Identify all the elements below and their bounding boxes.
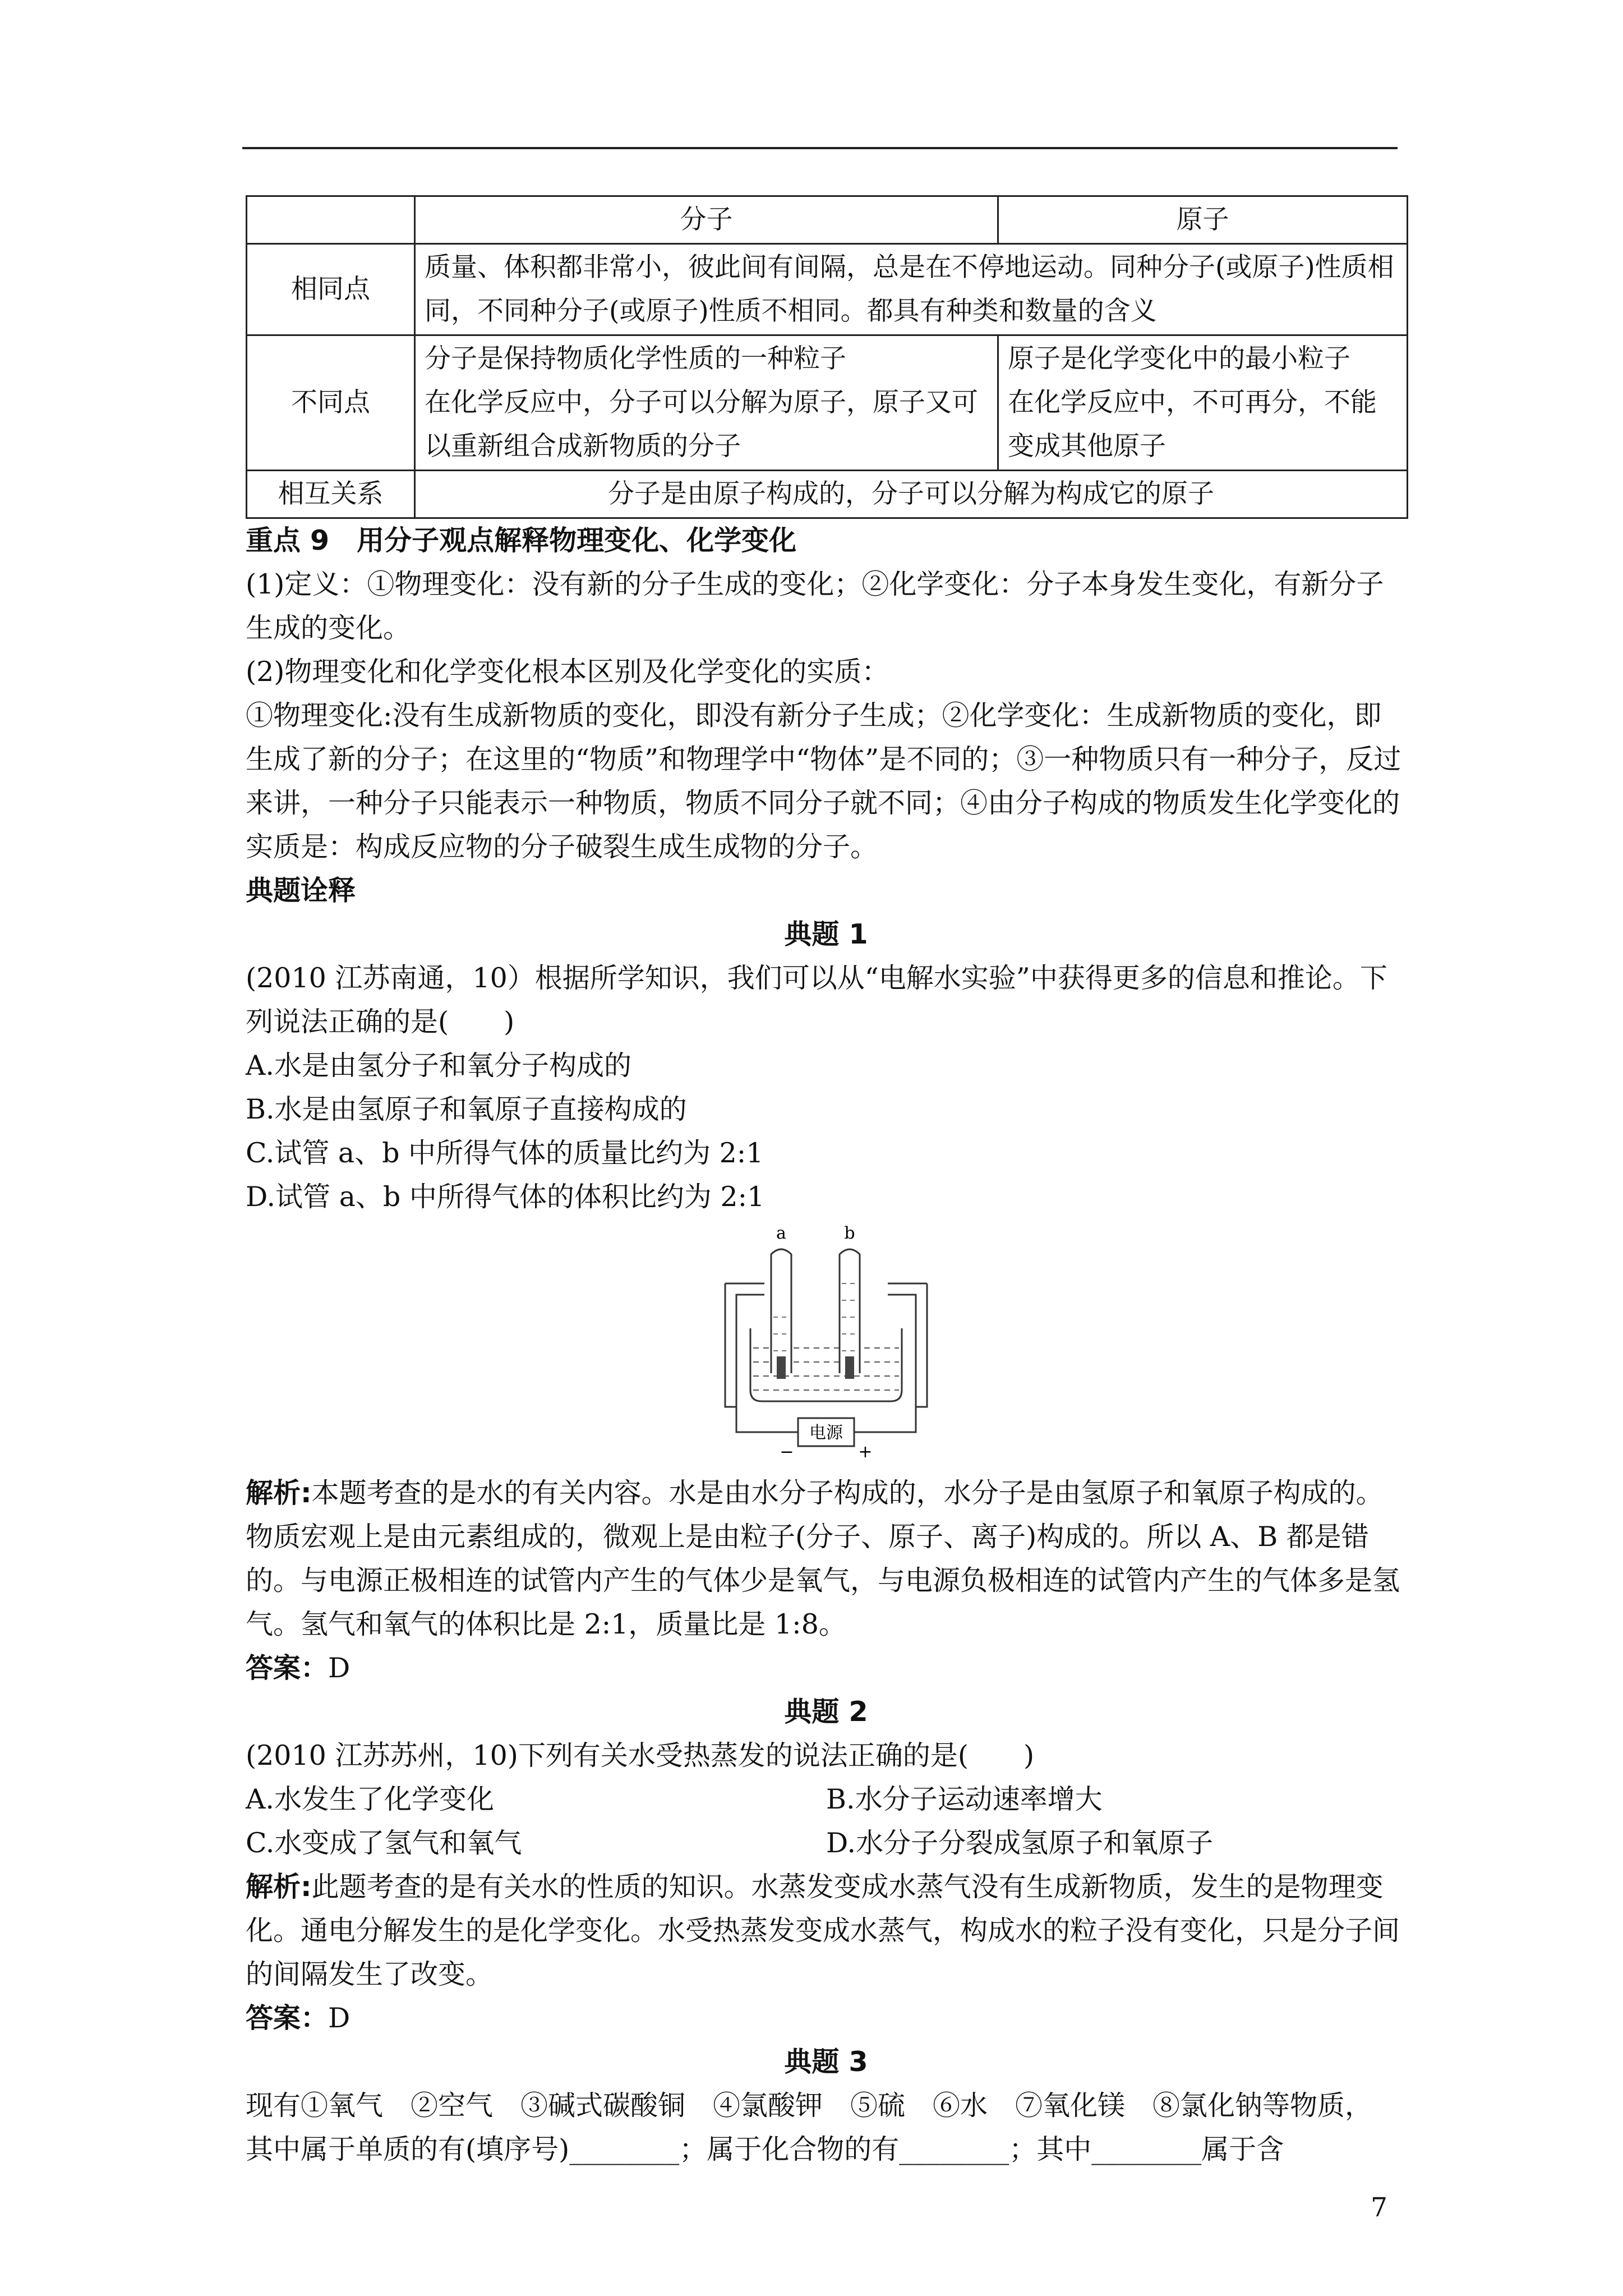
- answer-label: 答案：: [246, 2002, 329, 2034]
- table-row-diff: [247, 335, 1408, 471]
- question-1-option-a: A.水是由氢分子和氧分子构成的: [246, 1050, 631, 1082]
- question-2-option-d: D.水分子分裂成氢原子和氧原子: [826, 1827, 1214, 1859]
- question-2-stem: (2010 江苏苏州，10)下列有关水受热蒸发的说法正确的是( ): [246, 1740, 1035, 1772]
- question-2-analysis: [246, 1865, 1407, 1996]
- section-title: 重点 9 用分子观点解释物理变化、化学变化: [246, 524, 797, 556]
- diff-atom-line-1: 原子是化学变化中的最小粒子: [1008, 343, 1350, 374]
- comparison-table: [246, 195, 1408, 519]
- answer-value: D: [328, 2002, 351, 2034]
- row-label-relation: 相互关系: [247, 471, 415, 518]
- section-paragraph-3: ①物理变化:没有生成新物质的变化，即没有新分子生成；②化学变化：生成新物质的变化，即生成了新的分子；在这里的“物质”和物理学中“物体”是不同的；③一种物质只有一种分子，反过来讲，一种分子只能表示一种物质，物质不同分子就不同；④由分子构成的物质发生化学变化的实质是：构成反应物的分子破裂生成生成物的分子。: [246, 700, 1401, 863]
- outer-frame-left: [725, 1283, 764, 1407]
- question-1-title: 典题 1: [784, 918, 868, 950]
- table-header-row: [247, 196, 1408, 244]
- question-2-title: 典题 2: [784, 1696, 868, 1728]
- question-1-answer: [246, 1646, 1407, 1690]
- positive-terminal-sign: +: [858, 1442, 873, 1462]
- question-2-option-a: A.水发生了化学变化: [246, 1783, 494, 1815]
- question-2-answer: [246, 1996, 1407, 2040]
- question-3-line-1: 现有①氧气 ②空气 ③碱式碳酸铜 ④氯酸钾 ⑤硫 ⑥水 ⑦氧化镁 ⑧氯化钠等物质，: [246, 2090, 1373, 2122]
- wire-negative: [736, 1407, 798, 1432]
- analysis-text: 本题考查的是水的有关内容。水是由水分子构成的，水分子是由氢原子和氧原子构成的。物质宏观上是由元素组成的，微观上是由粒子(分子、原子、离子)构成的。所以 A、B 都是错的。与电源正极相连的试管内产生的气体少是氧气，与电源负极相连的试管内产生的气体多是氢气。氢气和氧气的体积比是 2:1，质量比是 1:8。: [246, 1477, 1400, 1640]
- tube-a-label: a: [776, 1223, 786, 1243]
- diff-atom-line-2: 在化学反应中，不可再分，不能变成其他原子: [1008, 387, 1377, 462]
- negative-terminal-sign: −: [780, 1442, 794, 1462]
- diff-molecule-cell: [415, 335, 998, 471]
- electrode-b: [845, 1356, 854, 1379]
- same-points-text: 质量、体积都非常小，彼此间有间隔，总是在不停地运动。同种分子(或原子)性质相同，不同种分子(或原子)性质不相同。都具有种类和数量的含义: [415, 244, 1408, 335]
- row-label-diff: 不同点: [247, 335, 415, 471]
- question-1-stem: (2010 江苏南通，10）根据所学知识，我们可以从“电解水实验”中获得更多的信息和推论。下列说法正确的是( ): [246, 962, 1387, 1038]
- power-source-label: 电源: [809, 1423, 843, 1443]
- table-corner-cell: [247, 196, 415, 244]
- test-tube-a: [771, 1249, 791, 1373]
- answer-value: D: [328, 1652, 351, 1684]
- analysis-text: 此题考查的是有关水的性质的知识。水蒸发变成水蒸气没有生成新物质，发生的是物理变化。通电分解发生的是化学变化。水受热蒸发变成水蒸气，构成水的粒子没有变化，只是分子间的间隔发生了改变。: [246, 1871, 1400, 1990]
- analysis-label: 解析:: [246, 1871, 312, 1903]
- page-number: 7: [1371, 2192, 1387, 2223]
- question-2-option-b: B.水分子运动速率增大: [826, 1783, 1103, 1815]
- page-content: [246, 195, 1407, 2171]
- diff-molecule-line-1: 分子是保持物质化学性质的一种粒子: [425, 343, 846, 374]
- header-molecule: 分子: [415, 196, 998, 244]
- table-row-relation: [247, 471, 1408, 518]
- electrode-a: [777, 1356, 786, 1379]
- question-1-option-c: C.试管 a、b 中所得气体的质量比约为 2:1: [246, 1137, 764, 1169]
- test-tube-b: [840, 1249, 860, 1373]
- diff-atom-cell: [998, 335, 1408, 471]
- outer-frame-right: [888, 1283, 927, 1407]
- question-2-options-row-2: [246, 1821, 1407, 1865]
- electrolysis-apparatus-diagram: [703, 1222, 949, 1469]
- row-label-same: 相同点: [247, 244, 415, 335]
- header-rule: [242, 147, 1398, 149]
- answer-label: 答案：: [246, 1652, 329, 1684]
- question-2-option-c: C.水变成了氢气和氧气: [246, 1827, 522, 1859]
- question-3-title: 典题 3: [784, 2046, 868, 2078]
- table-row-same: [247, 244, 1408, 335]
- question-1-option-b: B.水是由氢原子和氧原子直接构成的: [246, 1093, 687, 1125]
- question-3-line-2: 其中属于单质的有(填序号)________；属于化合物的有________；其中________属于含: [246, 2133, 1284, 2165]
- relation-text: 分子是由原子构成的，分子可以分解为构成它的原子: [415, 471, 1408, 518]
- header-atom: 原子: [998, 196, 1408, 244]
- wire-positive: [854, 1407, 916, 1432]
- question-2-options-row-1: [246, 1778, 1407, 1821]
- analysis-label: 解析:: [246, 1477, 312, 1509]
- examples-heading: 典题诠释: [246, 875, 356, 907]
- question-1-option-d: D.试管 a、b 中所得气体的体积比约为 2:1: [246, 1181, 765, 1213]
- question-1-analysis: [246, 1471, 1407, 1646]
- tube-b-label: b: [844, 1223, 855, 1243]
- section-paragraph-2: (2)物理变化和化学变化根本区别及化学变化的实质：: [246, 656, 889, 688]
- section-paragraph-1: (1)定义：①物理变化：没有新的分子生成的变化；②化学变化：分子本身发生变化，有新分子生成的变化。: [246, 568, 1384, 644]
- diff-molecule-line-2: 在化学反应中，分子可以分解为原子，原子又可以重新组合成新物质的分子: [425, 387, 978, 462]
- electrolysis-figure: [246, 1219, 1407, 1471]
